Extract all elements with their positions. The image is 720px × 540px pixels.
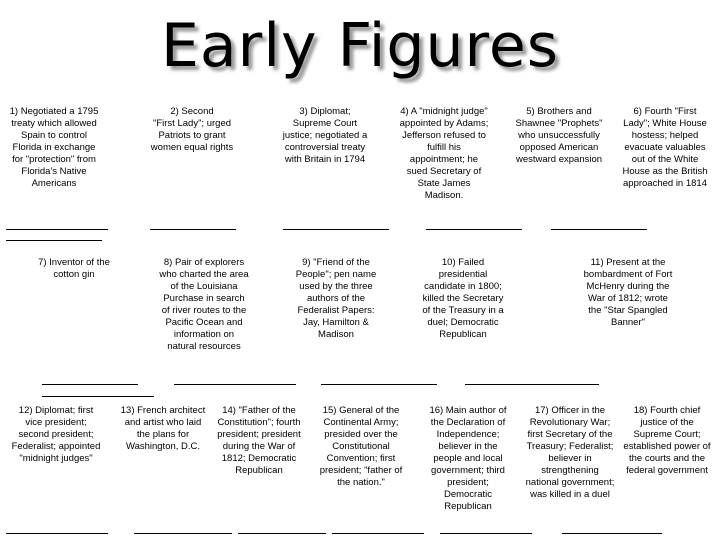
answer-line-2[interactable] <box>150 229 236 230</box>
answer-line-4[interactable] <box>426 229 522 230</box>
clue-7: 7) Inventor of the cotton gin <box>38 257 110 280</box>
clue-16: 16) Main author of the Declaration of Independence; believer in the people and local government; third president; Democratic Republican <box>429 405 507 512</box>
answer-line-17[interactable] <box>562 533 662 534</box>
clue-10: 10) Failed presidential candidate in 1800; killed the Secretary of the Treasury in a duel; Democratic Republican <box>422 257 504 340</box>
clue-13: 13) French architect and artist who laid the plans for Washington, D.C. <box>120 405 206 452</box>
answer-line-3[interactable] <box>283 229 389 230</box>
answer-line-14[interactable] <box>238 533 326 534</box>
clue-15: 15) General of the Continental Army; presided over the Constitutional Convention; first president; "father of the nation." <box>319 405 403 488</box>
clue-6: 6) Fourth "First Lady"; White House hostess; helped evacuate valuables out of the White House as the British approached in 1814 <box>622 106 708 189</box>
answer-line-1[interactable] <box>6 229 108 230</box>
answer-line-15[interactable] <box>332 533 424 534</box>
answer-line-8[interactable] <box>174 384 296 385</box>
clue-18: 18) Fourth chief justice of the Supreme Court; established power of the courts and the federal government <box>623 405 711 476</box>
answer-line-9[interactable] <box>321 384 437 385</box>
clue-1: 1) Negotiated a 1795 treaty which allowed Spain to control Florida in exchange for "protection" from Florida's Native Americans <box>9 106 99 189</box>
clue-11: 11) Present at the bombardment of Fort McHenry during the War of 1812; wrote the "Star Spangled Banner" <box>583 257 673 328</box>
clue-12: 12) Diplomat; first vice president; second president; Federalist; appointed "midnight judges" <box>11 405 101 464</box>
answer-line-13[interactable] <box>134 533 232 534</box>
clue-8: 8) Pair of explorers who charted the area of the Louisiana Purchase in search of river routes to the Pacific Ocean and information on natural resources <box>159 257 249 352</box>
clue-17: 17) Officer in the Revolutionary War; first Secretary of the Treasury; Federalist; believer in strengthening national government; was killed in a duel <box>525 405 615 500</box>
answer-line-1b[interactable] <box>6 240 102 241</box>
answer-line-10[interactable] <box>465 384 599 385</box>
clue-14: 14) "Father of the Constitution"; fourth president; president during the War of 1812; Democratic Republican <box>217 405 301 476</box>
clue-5: 5) Brothers and Shawnee "Prophets" who unsuccessfully opposed American westward expansion <box>515 106 603 165</box>
answer-line-7[interactable] <box>42 384 138 385</box>
answer-line-5[interactable] <box>551 229 647 230</box>
clue-3: 3) Diplomat; Supreme Court justice; negotiated a controversial treaty with Britain in 1794 <box>282 106 368 165</box>
clue-4: 4) A "midnight judge" appointed by Adams; Jefferson refused to fulfill his appointment; he sued Secretary of State James Madison. <box>399 106 489 201</box>
page-title: Early Figures <box>160 11 560 81</box>
clue-2: 2) Second "First Lady"; urged Patriots to grant women equal rights <box>150 106 234 153</box>
answer-line-16[interactable] <box>440 533 532 534</box>
answer-line-12[interactable] <box>6 533 108 534</box>
answer-line-7b[interactable] <box>42 396 154 397</box>
clue-9: 9) "Friend of the People"; pen name used by the three authors of the Federalist Papers: Jay, Hamilton & Madison <box>295 257 377 340</box>
